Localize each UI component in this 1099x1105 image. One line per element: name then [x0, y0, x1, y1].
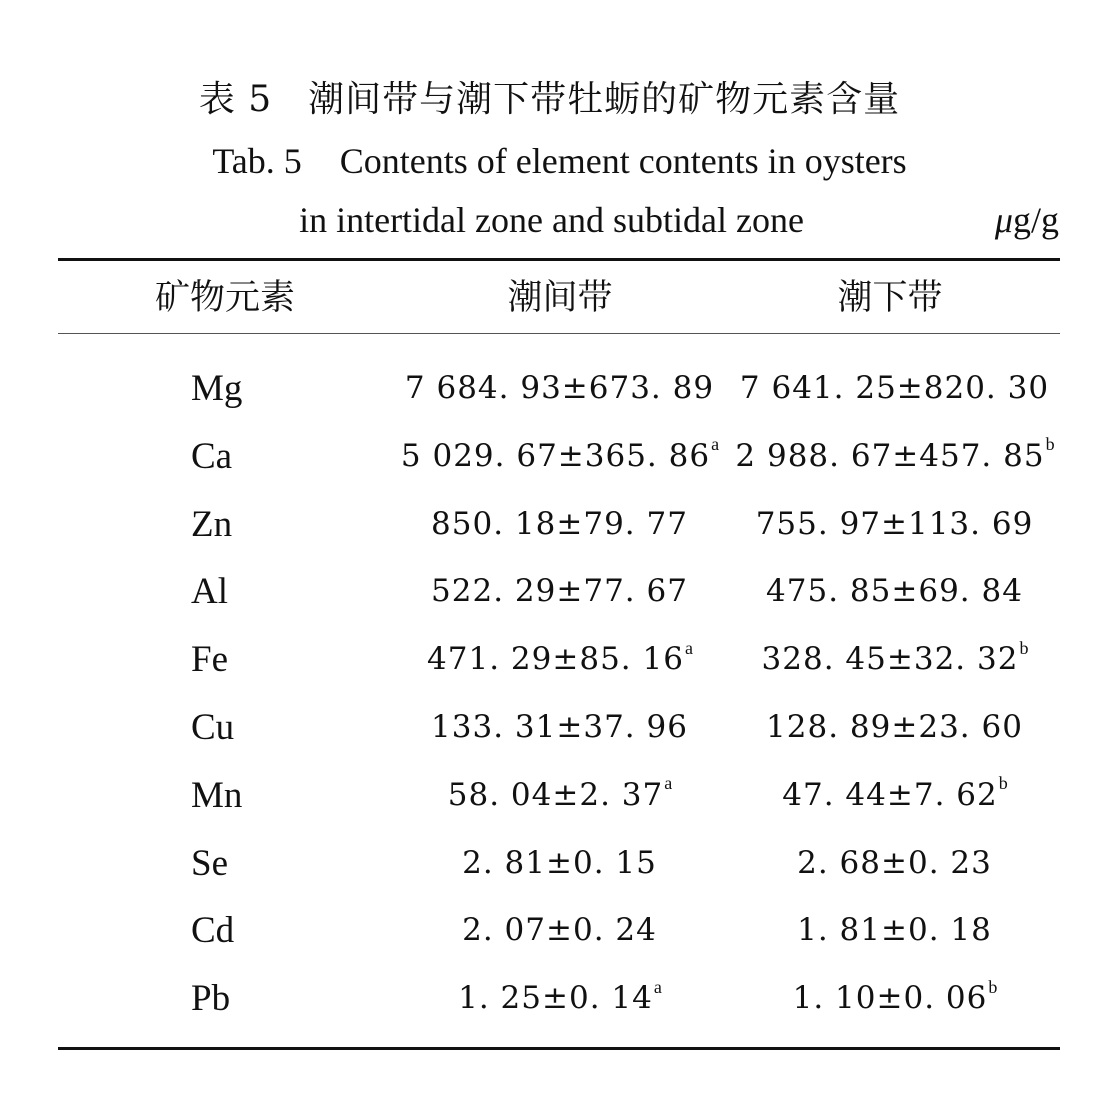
element-cell: Se — [191, 842, 228, 884]
table-row — [0, 626, 1099, 694]
column-header-element: 矿物元素 — [154, 278, 295, 318]
table-row — [0, 830, 1099, 898]
subtidal-cell: 328. 45±32. 32$^b$ — [761, 637, 1029, 678]
subtidal-cell: 2 988. 67±457. 85$^b$ — [735, 434, 1055, 474]
element-cell: Cu — [191, 706, 235, 748]
element-cell: Mg — [191, 368, 243, 409]
element-cell: Mn — [191, 774, 243, 816]
table-title-chinese: 潮间带与潮下带牡蛎的矿物元素含量 — [308, 79, 901, 120]
table-caption-chinese — [0, 74, 1099, 126]
table-row — [0, 423, 1099, 491]
intertidal-cell: 2. 07±0. 24 — [462, 912, 657, 949]
subtidal-cell: 475. 85±69. 84 — [766, 573, 1023, 610]
element-cell: Fe — [191, 639, 228, 681]
unit-mu: μ — [994, 200, 1013, 240]
table-row — [0, 558, 1099, 626]
subtidal-cell: 755. 97±113. 69 — [755, 505, 1034, 542]
unit-rest: g/g — [1012, 200, 1059, 240]
subtidal-cell: 128. 89±23. 60 — [766, 708, 1023, 745]
table-bottom-rule — [58, 1047, 1060, 1050]
table-number-english: Tab. 5 — [212, 141, 302, 181]
intertidal-cell: 58. 04±2. 37$^a$ — [447, 773, 673, 813]
table-row — [0, 965, 1099, 1033]
subtidal-cell: 1. 10±0. 06$^b$ — [792, 976, 998, 1017]
intertidal-cell: 2. 81±0. 15 — [462, 844, 657, 881]
element-cell: Pb — [191, 978, 231, 1020]
significance-mark: a — [711, 434, 720, 455]
intertidal-cell: 5 029. 67±365. 86$^a$ — [400, 434, 720, 474]
intertidal-cell: 7 684. 93±673. 89 — [404, 370, 715, 406]
intertidal-cell: 1. 25±0. 14$^a$ — [458, 976, 662, 1017]
table-number-chinese: 表 5 — [198, 79, 273, 120]
table-title-english-line1: Contents of element contents in oysters — [339, 141, 907, 181]
subtidal-cell: 2. 68±0. 23 — [797, 844, 992, 881]
element-cell: Ca — [191, 435, 233, 477]
subtidal-cell: 1. 81±0. 18 — [797, 912, 992, 949]
significance-mark: a — [684, 637, 693, 658]
intertidal-cell: 850. 18±79. 77 — [431, 505, 688, 542]
intertidal-cell: 522. 29±77. 67 — [431, 573, 688, 610]
table-row — [0, 694, 1099, 762]
table-row — [0, 491, 1099, 559]
subtidal-cell: 47. 44±7. 62$^b$ — [782, 773, 1008, 813]
significance-mark: a — [664, 773, 673, 794]
element-cell: Al — [191, 571, 228, 613]
column-header-subtidal: 潮下带 — [837, 278, 943, 318]
table-header-rule — [58, 333, 1060, 334]
element-cell: Zn — [191, 503, 233, 545]
intertidal-cell: 471. 29±85. 16$^a$ — [427, 637, 693, 678]
table-row — [0, 355, 1099, 423]
significance-mark: b — [1045, 434, 1055, 455]
significance-mark: b — [1019, 637, 1029, 658]
significance-mark: b — [988, 976, 998, 997]
table-title-english-line2: in intertidal zone and subtidal zone — [299, 200, 804, 240]
column-header-intertidal: 潮间带 — [507, 278, 613, 318]
table-caption-english — [10, 137, 1099, 185]
intertidal-cell: 133. 31±37. 96 — [431, 708, 688, 745]
subtidal-cell: 7 641. 25±820. 30 — [739, 370, 1050, 406]
significance-mark: b — [998, 773, 1008, 794]
table-top-rule — [58, 258, 1060, 261]
table-row — [0, 762, 1099, 830]
significance-mark: a — [653, 976, 662, 997]
table-body — [0, 355, 1099, 1033]
element-cell: Cd — [191, 910, 235, 952]
unit-label — [995, 196, 1059, 244]
table-row — [0, 897, 1099, 965]
